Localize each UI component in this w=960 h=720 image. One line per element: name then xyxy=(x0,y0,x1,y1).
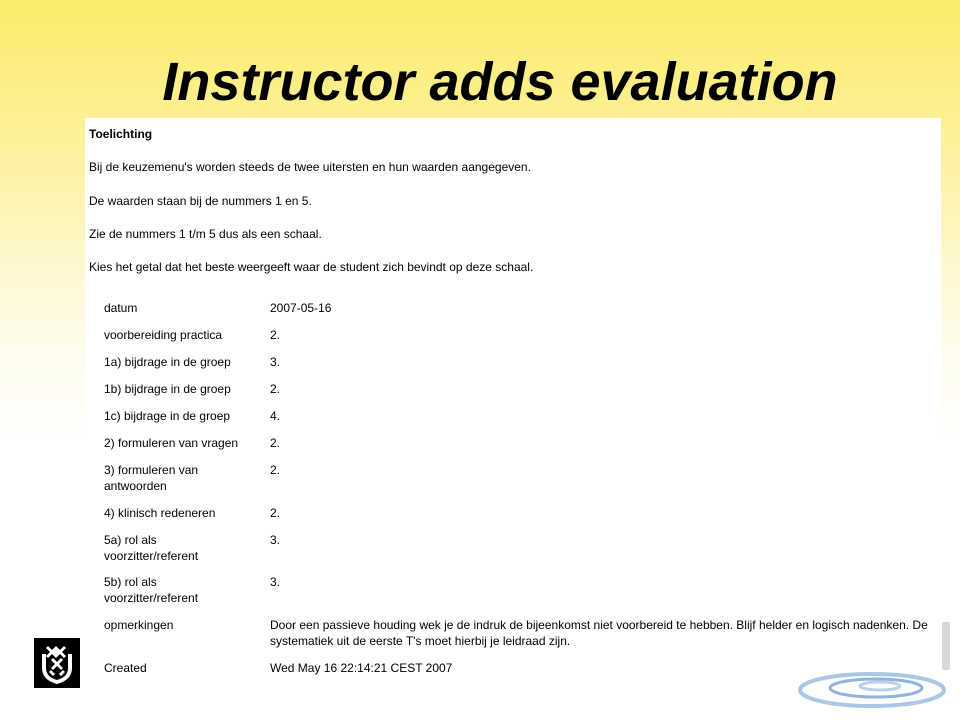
instruction-line: Bij de keuzemenu's worden steeds de twee uitersten en hun waarden aangegeven. xyxy=(89,160,531,174)
row-label: 5b) rol als voorzitter/referent xyxy=(104,575,199,605)
evaluation-table xyxy=(104,300,941,676)
row-value: Door een passieve houding wek je de indruk de bijeenkomst niet voorbereid te hebben. Blijf helder en logisch nadenken. De systematiek uit de eerste T's moet hierbij je leidraad zijn. xyxy=(270,618,928,648)
table-row xyxy=(104,574,941,606)
table-row xyxy=(104,462,941,494)
row-value: 2007-05-16 xyxy=(270,301,332,315)
slide-title: Instructor adds evaluation xyxy=(162,52,838,112)
row-label: 1c) bijdrage in de groep xyxy=(104,409,231,423)
row-value: 4. xyxy=(270,409,281,423)
table-row xyxy=(104,617,941,649)
table-row xyxy=(104,505,941,521)
row-value: 2. xyxy=(270,463,281,477)
row-value: 2. xyxy=(270,382,281,396)
row-value: Wed May 16 22:14:21 CEST 2007 xyxy=(270,661,453,675)
instruction-line: Zie de nummers 1 t/m 5 dus als een schaal. xyxy=(89,227,322,241)
row-label: 2) formuleren van vragen xyxy=(104,436,239,450)
table-row xyxy=(104,532,941,564)
row-label: datum xyxy=(104,301,138,315)
row-value: 3. xyxy=(270,355,281,369)
table-row xyxy=(104,408,941,424)
row-value: 2. xyxy=(270,328,281,342)
university-crest-icon xyxy=(34,638,80,688)
table-row xyxy=(104,327,941,343)
row-label: Created xyxy=(104,661,147,675)
row-label: 1a) bijdrage in de groep xyxy=(104,355,231,369)
row-label: 4) klinisch redeneren xyxy=(104,506,216,520)
row-value: 3. xyxy=(270,575,281,589)
table-row xyxy=(104,381,941,397)
row-label: voorbereiding practica xyxy=(104,328,223,342)
instruction-line: De waarden staan bij de nummers 1 en 5. xyxy=(89,194,312,208)
table-row xyxy=(104,435,941,451)
row-label: opmerkingen xyxy=(104,618,174,632)
row-value: 3. xyxy=(270,533,281,547)
instruction-line: Kies het getal dat het beste weergeeft waar de student zich bevindt op deze schaal. xyxy=(89,260,534,274)
row-label: 1b) bijdrage in de groep xyxy=(104,382,231,396)
row-label: 3) formuleren van antwoorden xyxy=(104,463,199,493)
instructions-heading: Toelichting xyxy=(89,127,153,141)
evaluation-screenshot xyxy=(85,118,941,720)
row-label: 5a) rol als voorzitter/referent xyxy=(104,533,199,563)
table-row xyxy=(104,354,941,370)
row-value: 2. xyxy=(270,436,281,450)
swirl-decoration-icon xyxy=(790,662,950,717)
table-row xyxy=(104,300,941,316)
row-value: 2. xyxy=(270,506,281,520)
